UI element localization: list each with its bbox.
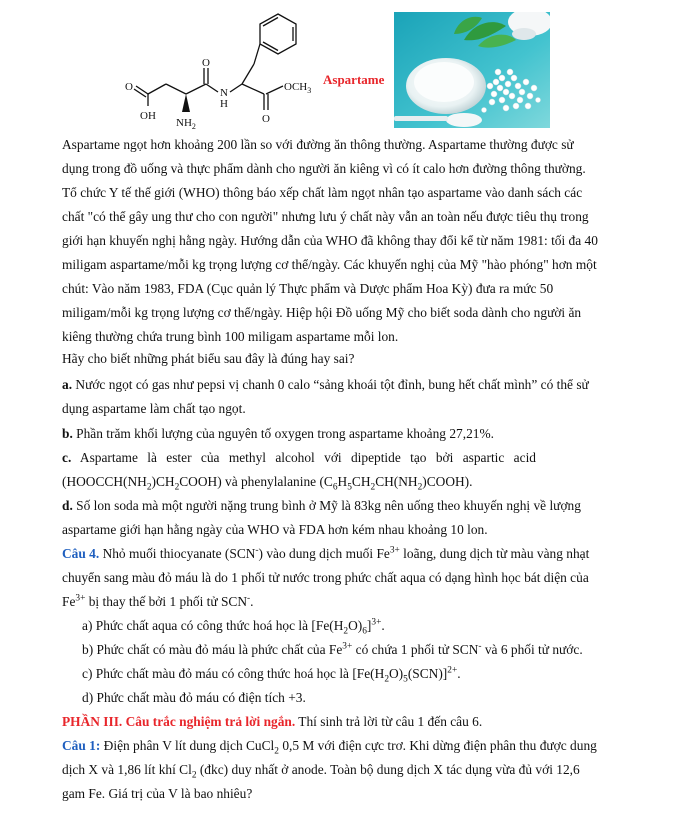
statement-d-line-2: aspartame giới hạn hằng ngày của WHO và FDA hơn kém nhau khoảng 10 lon. bbox=[62, 522, 488, 537]
statement-b: b. Phần trăm khối lượng của nguyên tố oxygen trong aspartame khoảng 27,21%. bbox=[62, 426, 494, 441]
aspartame-structure bbox=[118, 6, 328, 130]
question-1-line-2: dịch X và 1,86 lít khí $Cl_2$ (đkc) duy nhất ở anode. Toàn bộ dung dịch X tác dụng vừa đủ với 12,6 bbox=[62, 762, 580, 781]
atom-o-left: O bbox=[125, 81, 133, 93]
question-prompt: Hãy cho biết những phát biểu sau đây là đúng hay sai? bbox=[62, 351, 355, 366]
phenyl-ring bbox=[260, 14, 296, 54]
q4-option-c: c) Phức chất màu đỏ máu có công thức hoá học là $[Fe(H_2O)_5(SCN)]^{2+}$. bbox=[82, 665, 461, 685]
atom-oh: OH bbox=[140, 110, 156, 122]
question-4-line-1: Câu 4. Nhỏ muối thiocyanate (SCN-) vào dung dịch muối $Fe^{3+}$ loãng, dung dịch từ màu vàng nhạt bbox=[62, 545, 590, 561]
q4-option-d: d) Phức chất màu đỏ máu có điện tích +3. bbox=[82, 690, 306, 705]
part-3-heading: PHẦN III. Câu trắc nghiệm trả lời ngắn. Thí sinh trả lời từ câu 1 đến câu 6. bbox=[62, 714, 483, 729]
figure-area bbox=[0, 0, 682, 132]
intro-line-9: kiêng thường chứa trung bình 100 miligam aspartame mỗi lon. bbox=[62, 329, 399, 344]
statement-c-line-2: $(HOOCCH(NH_2)CH_2COOH)$ và phenylalanine $(C_6H_5CH_2CH(NH_2)COOH)$. bbox=[62, 474, 473, 493]
question-1-line-1: Câu 1: Điện phân V lít dung dịch CuCl$_2$ 0,5 M với điện cực trơ. Khi dừng điện phân thu được dung bbox=[62, 738, 597, 757]
intro-line-1: Aspartame ngọt hơn khoảng 200 lần so với đường ăn thông thường. Aspartame thường được sử bbox=[62, 137, 574, 152]
sweetener-photo bbox=[394, 12, 550, 128]
question-4-line-3: $Fe^{3+}$ bị thay thế bởi 1 phối tử SCN-. bbox=[62, 593, 254, 609]
atom-n: N bbox=[220, 87, 228, 99]
intro-line-5: giới hạn khuyến nghị hằng ngày. Hướng dẫn của WHO đã không thay đổi kể từ năm 1981: tối đa 40 bbox=[62, 233, 598, 248]
intro-line-4: chất "có thể gây ung thư cho con người" nhưng lưu ý chất này vẫn an toàn nếu được tiêu thụ trong bbox=[62, 209, 589, 224]
statement-a-line-2: dụng aspartame làm chất tạo ngọt. bbox=[62, 401, 246, 416]
statement-d-line-1: d. Số lon soda mà một người nặng trung bình ở Mỹ là 83kg nên uống theo khuyến nghị về lượng bbox=[62, 498, 581, 513]
atom-h: H bbox=[220, 98, 228, 110]
atom-o-top: O bbox=[202, 57, 210, 69]
atom-nh2: $NH_2$ bbox=[176, 117, 196, 130]
statement-c-line-1: c. Aspartame là ester của methyl alcohol với dipeptide tạo bởi aspartic acid bbox=[62, 450, 536, 465]
intro-line-6: miligam aspartame/mỗi kg trọng lượng cơ thể/ngày. Các khuyến nghị của Mỹ "hào phóng" hơn một bbox=[62, 257, 597, 272]
intro-line-7: chút: Vào năm 1983, FDA (Cục quản lý Thực phẩm và Dược phẩm Hoa Kỳ) đưa ra mức 50 bbox=[62, 281, 554, 296]
intro-line-2: dụng trong đồ uống và thực phẩm dành cho người ăn kiêng vì có ít calo hơn đường thông thường. bbox=[62, 161, 586, 176]
intro-line-3: Tổ chức Y tế thế giới (WHO) thông báo xếp chất làm ngọt nhân tạo aspartame vào danh sách các bbox=[62, 185, 583, 200]
intro-line-8: miligam/mỗi kg trọng lượng cơ thể/ngày. Hiệp hội Đồ uống Mỹ cho biết soda dành cho người ăn bbox=[62, 305, 582, 320]
statement-a-line-1: a. Nước ngọt có gas như pepsi vị chanh 0 calo “sảng khoái tột đỉnh, bung hết chất mình” có thể sử bbox=[62, 377, 589, 392]
question-4-line-2: chuyển sang màu đỏ máu là do 1 phối tử nước trong phức chất aqua có dạng hình học bát diện của bbox=[62, 570, 589, 585]
q4-option-b: b) Phức chất có màu đỏ máu là phức chất của $Fe^{3+}$ có chứa 1 phối tử SCN- và 6 phối tử nước. bbox=[82, 641, 583, 657]
aspartame-label: Aspartame bbox=[323, 72, 385, 87]
atom-o-bottom: O bbox=[262, 113, 270, 125]
wedge-bond bbox=[182, 94, 190, 112]
atom-och3: $OCH_3$ bbox=[284, 81, 312, 95]
q4-option-a: a) Phức chất aqua có công thức hoá học là $[Fe(H_2O)_6]^{3+}$. bbox=[82, 617, 385, 637]
question-1-line-3: gam Fe. Giá trị của V là bao nhiêu? bbox=[62, 786, 253, 801]
